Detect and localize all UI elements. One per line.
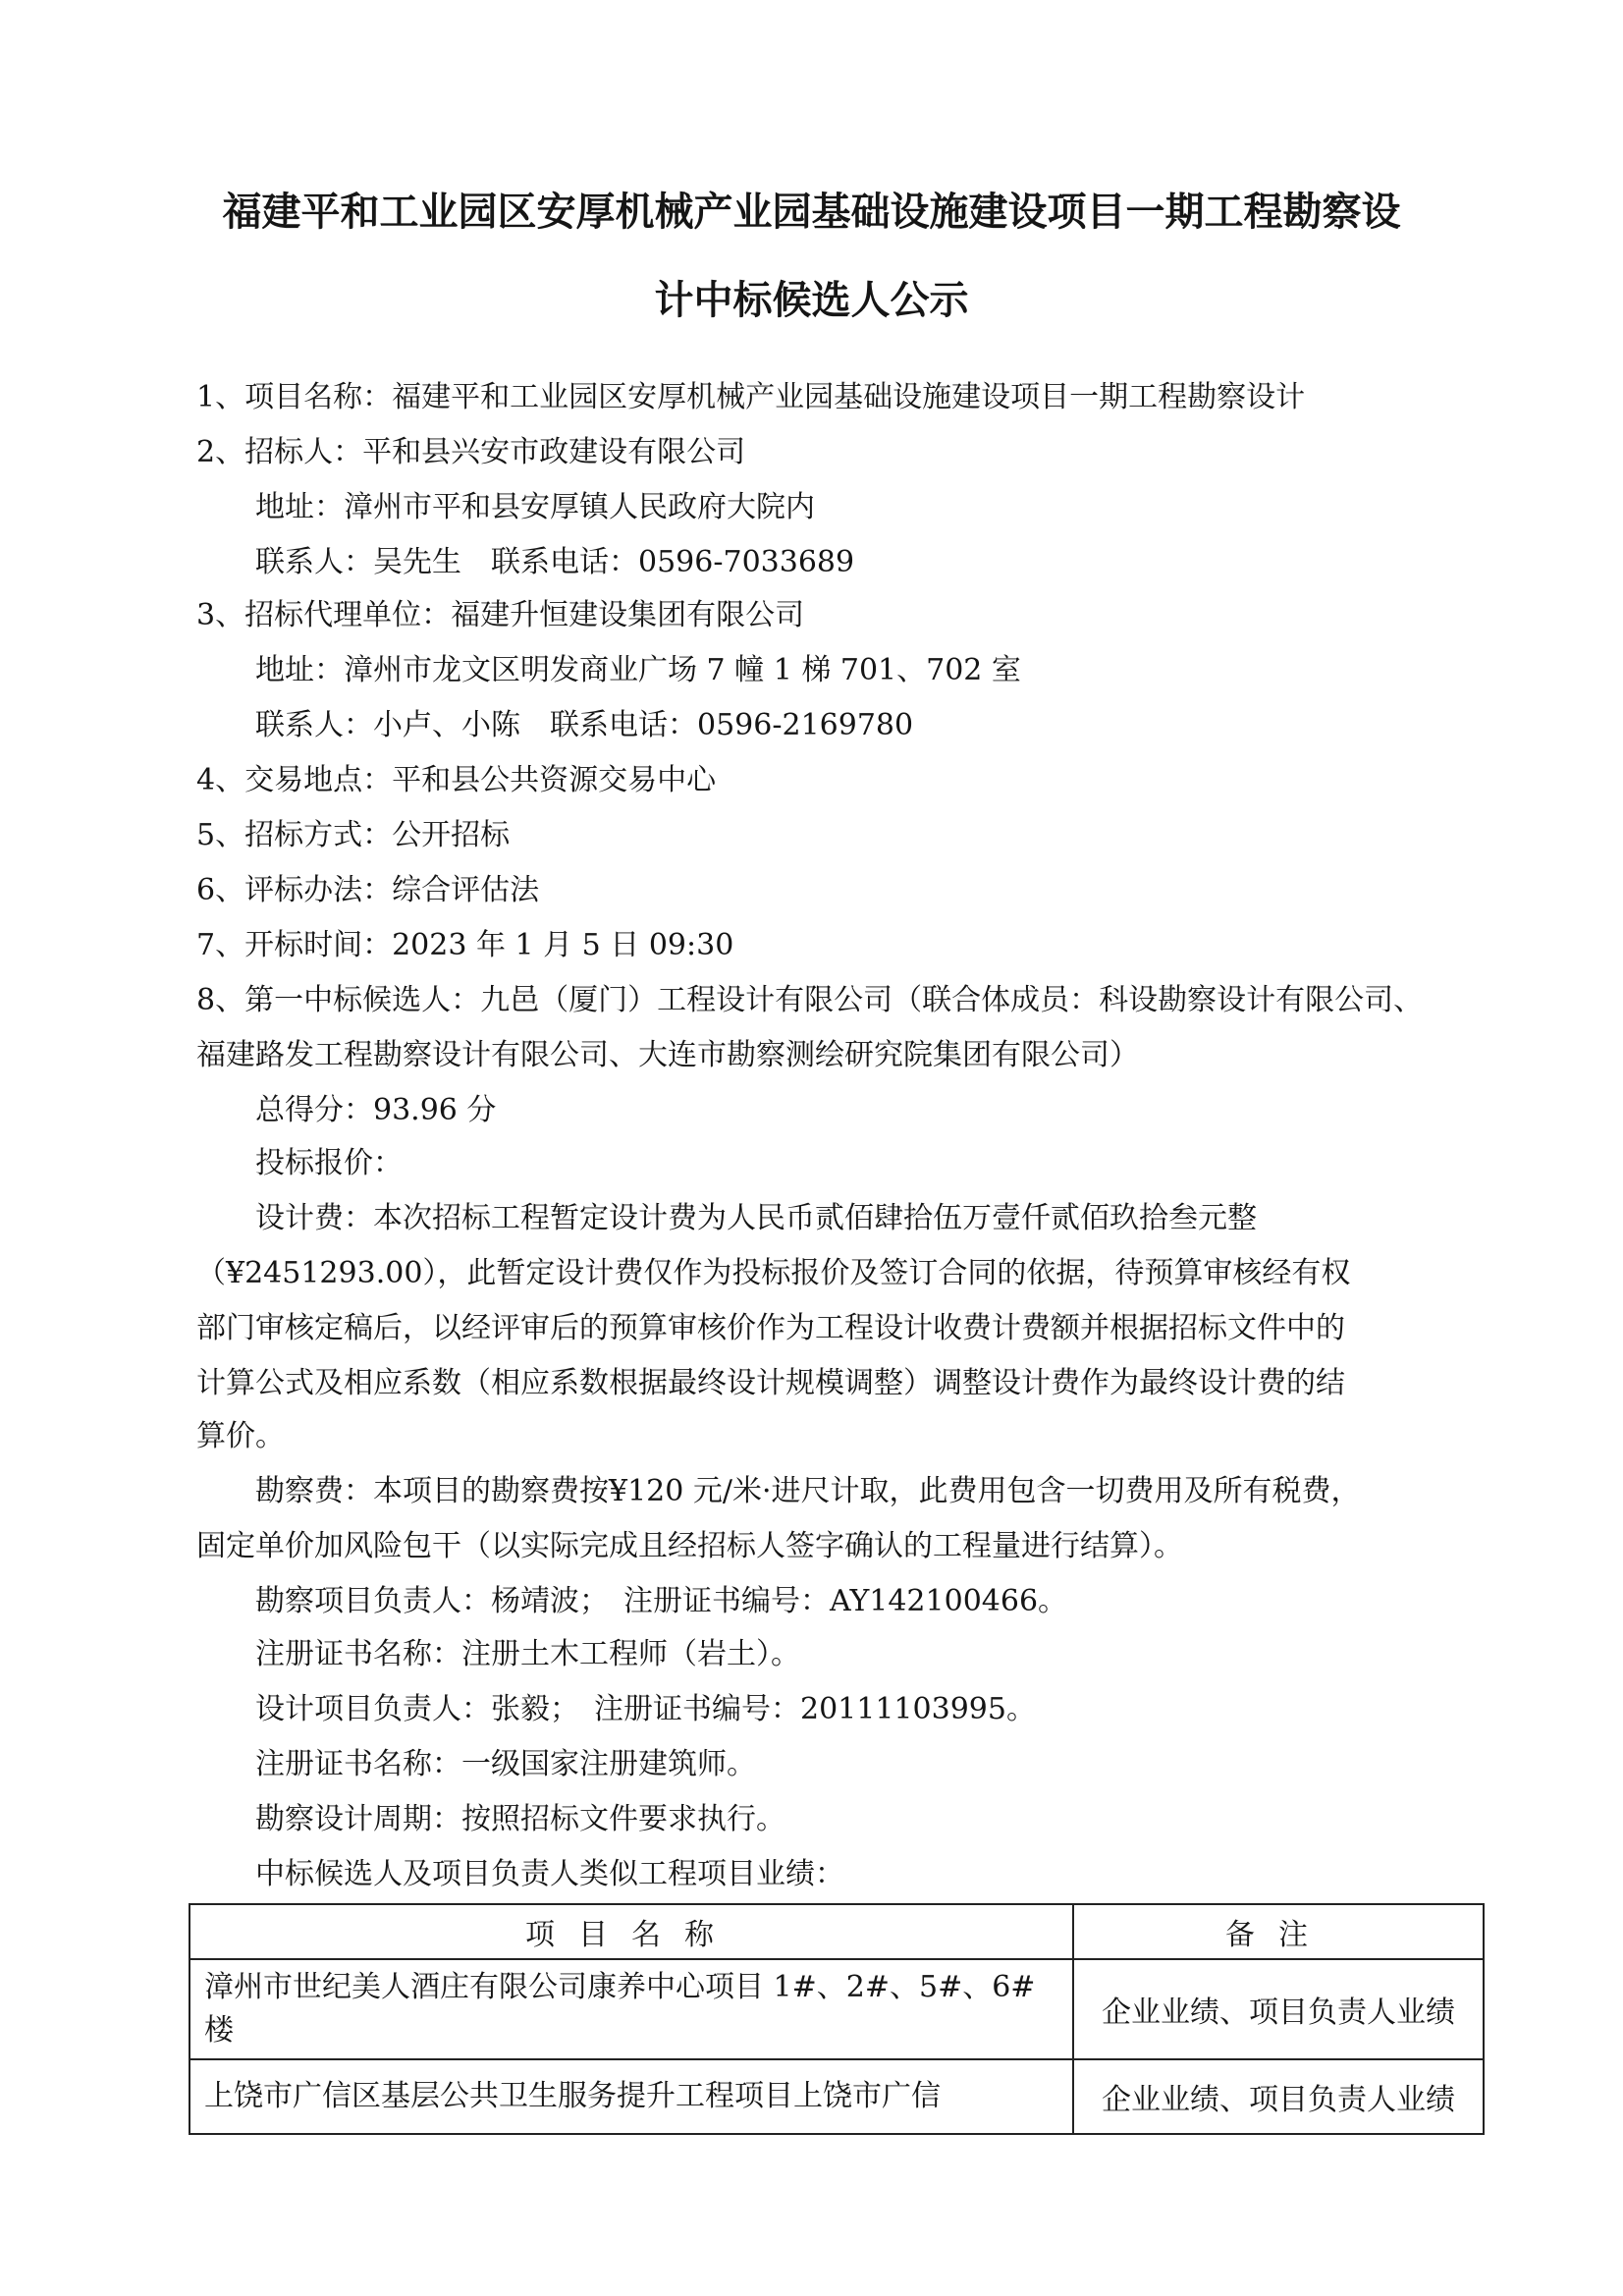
item-project-name: 1、项目名称：福建平和工业园区安厚机械产业园基础设施建设项目一期工程勘察设计	[196, 380, 1306, 414]
item-evaluation: 6、评标办法：综合评估法	[196, 873, 540, 907]
design-fee-line: （¥2451293.00），此暂定设计费仅作为投标报价及签订合同的依据，待预算审核经有权	[196, 1256, 1351, 1290]
item-venue: 4、交易地点：平和县公共资源交易中心	[196, 763, 717, 797]
design-fee-line: 设计费：本次招标工程暂定设计费为人民币贰佰肆拾伍万壹仟贰佰玖拾叁元整	[255, 1201, 1257, 1235]
document-title-line1: 福建平和工业园区安厚机械产业园基础设施建设项目一期工程勘察设	[222, 190, 1401, 235]
bid-price-label: 投标报价：	[255, 1146, 403, 1180]
item-method: 5、招标方式：公开招标	[196, 818, 511, 852]
survey-fee-line: 勘察费：本项目的勘察费按¥120 元/米·进尺计取，此费用包含一切费用及所有税费，	[255, 1474, 1361, 1508]
header-project-name: 项目名称	[189, 1904, 1073, 1959]
total-score: 总得分：93.96 分	[255, 1093, 497, 1127]
agency-address: 地址：漳州市龙文区明发商业广场 7 幢 1 梯 701、702 室	[255, 653, 1021, 687]
survey-cert-name: 注册证书名称：注册土木工程师（岩土）。	[255, 1637, 800, 1671]
table-row	[189, 1959, 1484, 2059]
project-name-cell: 上饶市广信区基层公共卫生服务提升工程项目上饶市广信	[189, 2059, 1073, 2134]
survey-fee-line: 固定单价加风险包干（以实际完成且经招标人签字确认的工程量进行结算）。	[196, 1529, 1183, 1563]
project-name-cell: 漳州市世纪美人酒庄有限公司康养中心项目 1#、2#、5#、6#楼	[189, 1959, 1073, 2059]
item-tenderer: 2、招标人：平和县兴安市政建设有限公司	[196, 435, 746, 469]
design-cert-name: 注册证书名称：一级国家注册建筑师。	[255, 1747, 756, 1781]
header-remark: 备注	[1073, 1904, 1484, 1959]
agency-contact: 联系人：小卢、小陈 联系电话：0596-2169780	[255, 708, 914, 742]
design-fee-line: 部门审核定稿后，以经评审后的预算审核价作为工程设计收费计费额并根据招标文件中的	[196, 1311, 1345, 1345]
tenderer-address: 地址：漳州市平和县安厚镇人民政府大院内	[255, 490, 815, 524]
design-fee-line: 计算公式及相应系数（相应系数根据最终设计规模调整）调整设计费作为最终设计费的结	[196, 1366, 1345, 1400]
item-agency: 3、招标代理单位：福建升恒建设集团有限公司	[196, 598, 805, 632]
design-manager: 设计项目负责人：张毅； 注册证书编号：20111103995。	[255, 1692, 1036, 1726]
item-first-candidate-line1: 8、第一中标候选人：九邑（厦门）工程设计有限公司（联合体成员：科设勘察设计有限公司、	[196, 983, 1424, 1017]
design-period: 勘察设计周期：按照招标文件要求执行。	[255, 1802, 785, 1836]
performance-table	[189, 1903, 1485, 2135]
remark-cell: 企业业绩、项目负责人业绩	[1073, 2059, 1484, 2134]
performance-intro: 中标候选人及项目负责人类似工程项目业绩：	[255, 1857, 844, 1891]
remark-cell: 企业业绩、项目负责人业绩	[1073, 1959, 1484, 2059]
design-fee-line: 算价。	[196, 1419, 285, 1453]
tenderer-contact: 联系人：吴先生 联系电话：0596-7033689	[255, 545, 855, 579]
document-title-line2: 计中标候选人公示	[654, 278, 969, 323]
item-first-candidate-line2: 福建路发工程勘察设计有限公司、大连市勘察测绘研究院集团有限公司）	[196, 1038, 1139, 1072]
table-header-row	[189, 1904, 1484, 1959]
table-row	[189, 2059, 1484, 2134]
survey-manager: 勘察项目负责人：杨靖波； 注册证书编号：AY142100466。	[255, 1584, 1068, 1618]
item-opening-time: 7、开标时间：2023 年 1 月 5 日 09:30	[196, 928, 734, 962]
